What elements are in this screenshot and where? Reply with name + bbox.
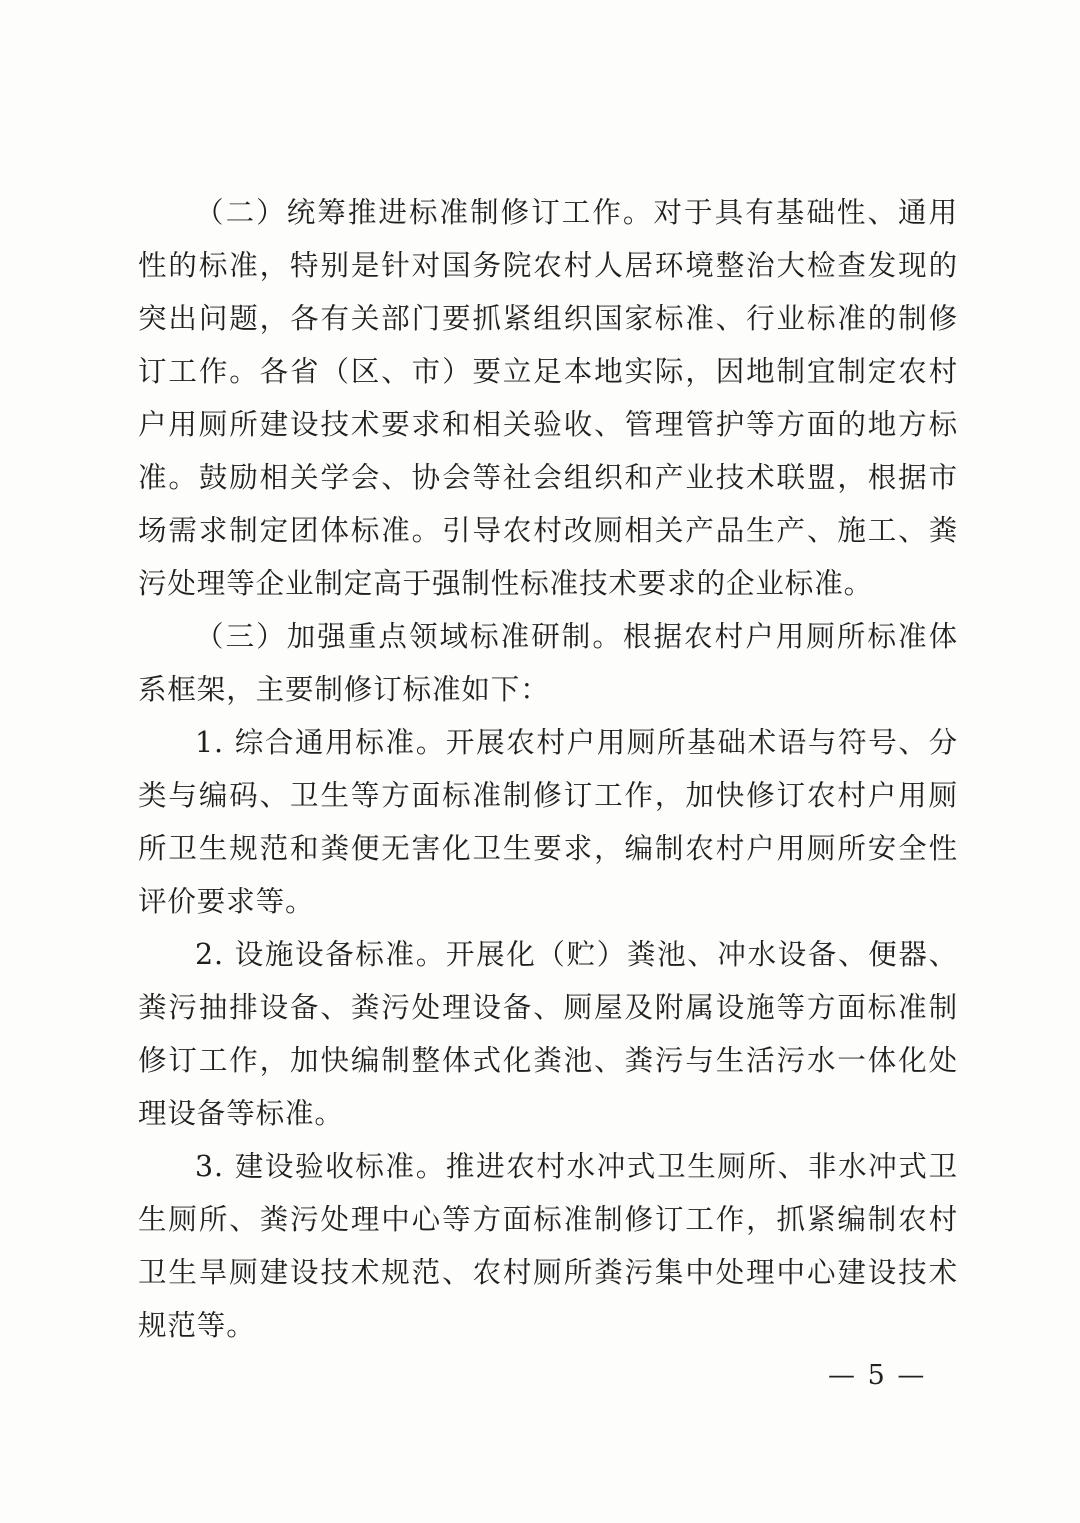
paragraph-item-3: 3. 建设验收标准。推进农村水冲式卫生厕所、非水冲式卫生厕所、粪污处理中心等方面标准制修订工作，抓紧编制农村卫生旱厕建设技术规范、农村厕所粪污集中处理中心建设技术规范等。	[138, 1150, 958, 1342]
page-number: — 5 —	[828, 1360, 927, 1391]
paragraph-section-2: （二）统筹推进标准制修订工作。对于具有基础性、通用性的标准，特别是针对国务院农村人居环境整治大检查发现的突出问题，各有关部门要抓紧组织国家标准、行业标准的制修订工作。各省（区、市）要立足本地实际，因地制宜制定农村户用厕所建设技术要求和相关验收、管理管护等方面的地方标准。鼓励相关学会、协会等社会组织和产业技术联盟，根据市场需求制定团体标准。引导农村改厕相关产品生产、施工、粪污处理等企业制定高于强制性标准技术要求的企业标准。	[138, 196, 958, 600]
paragraph-section-3: （三）加强重点领域标准研制。根据农村户用厕所标准体系框架，主要制修订标准如下：	[138, 620, 958, 706]
body-text	[138, 186, 958, 1352]
paragraph-item-1: 1. 综合通用标准。开展农村户用厕所基础术语与符号、分类与编码、卫生等方面标准制修订工作，加快修订农村户用厕所卫生规范和粪便无害化卫生要求，编制农村户用厕所安全性评价要求等。	[138, 726, 958, 918]
paragraph-item-2: 2. 设施设备标准。开展化（贮）粪池、冲水设备、便器、粪污抽排设备、粪污处理设备、厕屋及附属设施等方面标准制修订工作，加快编制整体式化粪池、粪污与生活污水一体化处理设备等标准。	[138, 938, 958, 1130]
